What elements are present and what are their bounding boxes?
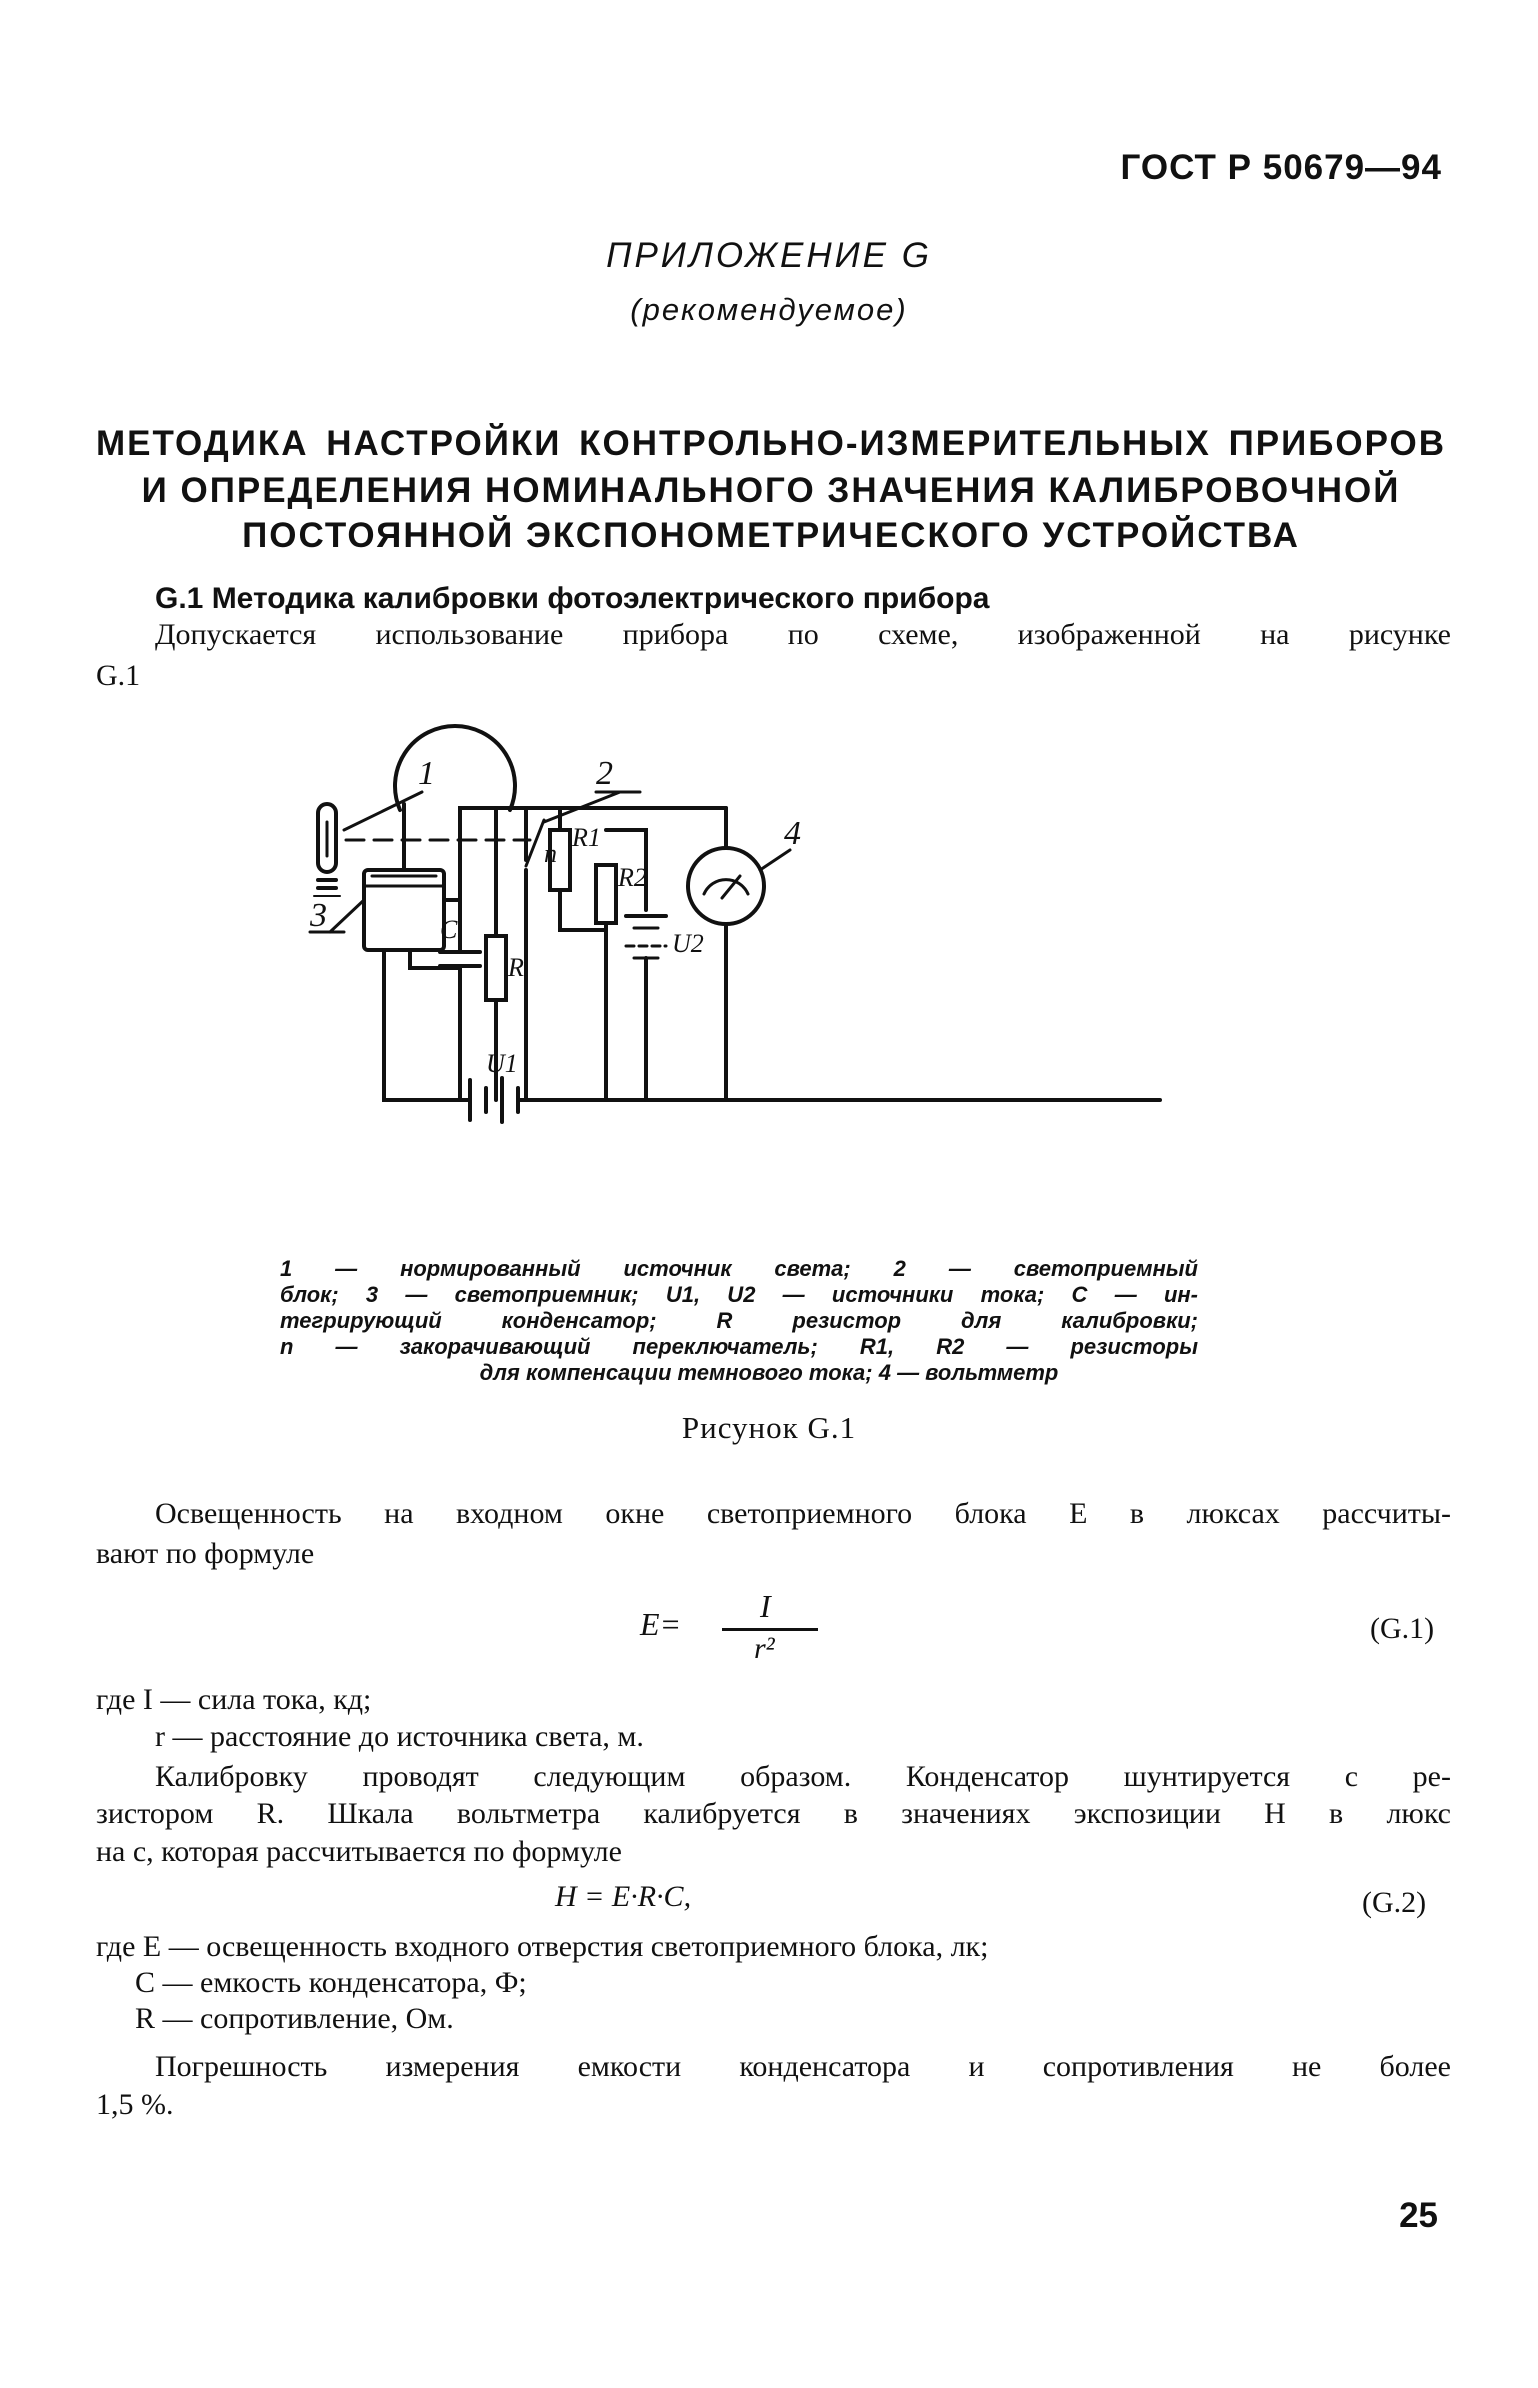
figure-caption-line-1: 1 — нормированный источник света; 2 — светоприемный [280, 1256, 1198, 1281]
intro-text-line-2: G.1 [96, 659, 141, 692]
label-u1: U1 [486, 1049, 518, 1078]
definition-line-5: R — сопротивление, Ом. [135, 2002, 454, 2035]
formula-g1-lhs: E= [640, 1606, 682, 1642]
section-heading: G.1 Методика калибровки фотоэлектрического прибора [155, 582, 990, 615]
label-n: n [544, 839, 557, 868]
formula-g1 [640, 1588, 880, 1678]
figure-caption-line-2: блок; 3 — светоприемник; U1, U2 — источники тока; C — ин- [280, 1282, 1198, 1307]
definition-line-2: r — расстояние до источника света, м. [155, 1720, 644, 1753]
definition-line-1: где I — сила тока, кд; [96, 1683, 372, 1716]
label-4: 4 [784, 815, 801, 852]
standard-code: ГОСТ Р 50679—94 [1120, 148, 1442, 187]
formula-g1-number: (G.1) [1370, 1612, 1435, 1645]
paragraph-1-line-1: Освещенность на входном окне светоприемного блока E в люксах рассчиты- [155, 1497, 1451, 1530]
label-c: C [440, 915, 458, 944]
figure-caption-line-4: n — закорачивающий переключатель; R1, R2 — резисторы [280, 1334, 1198, 1359]
paragraph-3-line-1: Погрешность измерения емкости конденсатора и сопротивления не более [155, 2050, 1451, 2083]
document-title-line-2: И ОПРЕДЕЛЕНИЯ НОМИНАЛЬНОГО ЗНАЧЕНИЯ КАЛИБРОВОЧНОЙ [141, 471, 1401, 510]
label-3: 3 [310, 897, 327, 934]
label-u2: U2 [672, 929, 704, 958]
circuit-diagram [300, 700, 1260, 1220]
figure-label: Рисунок G.1 [681, 1410, 857, 1445]
formula-g1-numerator: I [760, 1588, 771, 1624]
label-r: R [508, 953, 524, 982]
fraction-bar [722, 1628, 818, 1631]
page-number: 25 [1399, 2196, 1438, 2235]
document-title-line-3: ПОСТОЯННОЙ ЭКСПОНОМЕТРИЧЕСКОГО УСТРОЙСТВА [242, 516, 1300, 555]
figure-caption-line-5: для компенсации темнового тока; 4 — вольтметр [479, 1360, 1059, 1385]
light-source-lamp [314, 804, 340, 896]
appendix-subtitle: (рекомендуемое) [630, 292, 908, 327]
paragraph-3-line-2: 1,5 %. [96, 2088, 174, 2121]
formula-g1-denominator: r² [754, 1632, 775, 1665]
appendix-title: ПРИЛОЖЕНИЕ G [606, 236, 932, 275]
paragraph-2-line-2: зистором R. Шкала вольтметра калибруется в значениях экспозиции H в люкс [96, 1797, 1451, 1830]
paragraph-1-line-2: вают по формуле [96, 1537, 315, 1570]
label-1: 1 [418, 755, 435, 792]
document-title-line-1: МЕТОДИКА НАСТРОЙКИ КОНТРОЛЬНО-ИЗМЕРИТЕЛЬНЫХ ПРИБОРОВ [96, 424, 1446, 463]
formula-g2-number: (G.2) [1362, 1886, 1427, 1919]
definition-line-3: где E — освещенность входного отверстия светоприемного блока, лк; [96, 1930, 989, 1963]
label-r1: R1 [572, 823, 601, 852]
intro-text-line-1: Допускается использование прибора по схеме, изображенной на рисунке [155, 618, 1451, 651]
definition-line-4: C — емкость конденсатора, Ф; [135, 1966, 527, 1999]
paragraph-2-line-3: на с, которая рассчитывается по формуле [96, 1835, 622, 1868]
voltmeter [688, 848, 790, 924]
formula-g2: H = E·R·C, [555, 1880, 692, 1913]
figure-caption-line-3: тегрирующий конденсатор; R резистор для калибровки; [280, 1308, 1198, 1333]
label-2: 2 [596, 755, 613, 792]
paragraph-2-line-1: Калибровку проводят следующим образом. Конденсатор шунтируется с ре- [155, 1760, 1451, 1793]
label-r2: R2 [618, 863, 647, 892]
